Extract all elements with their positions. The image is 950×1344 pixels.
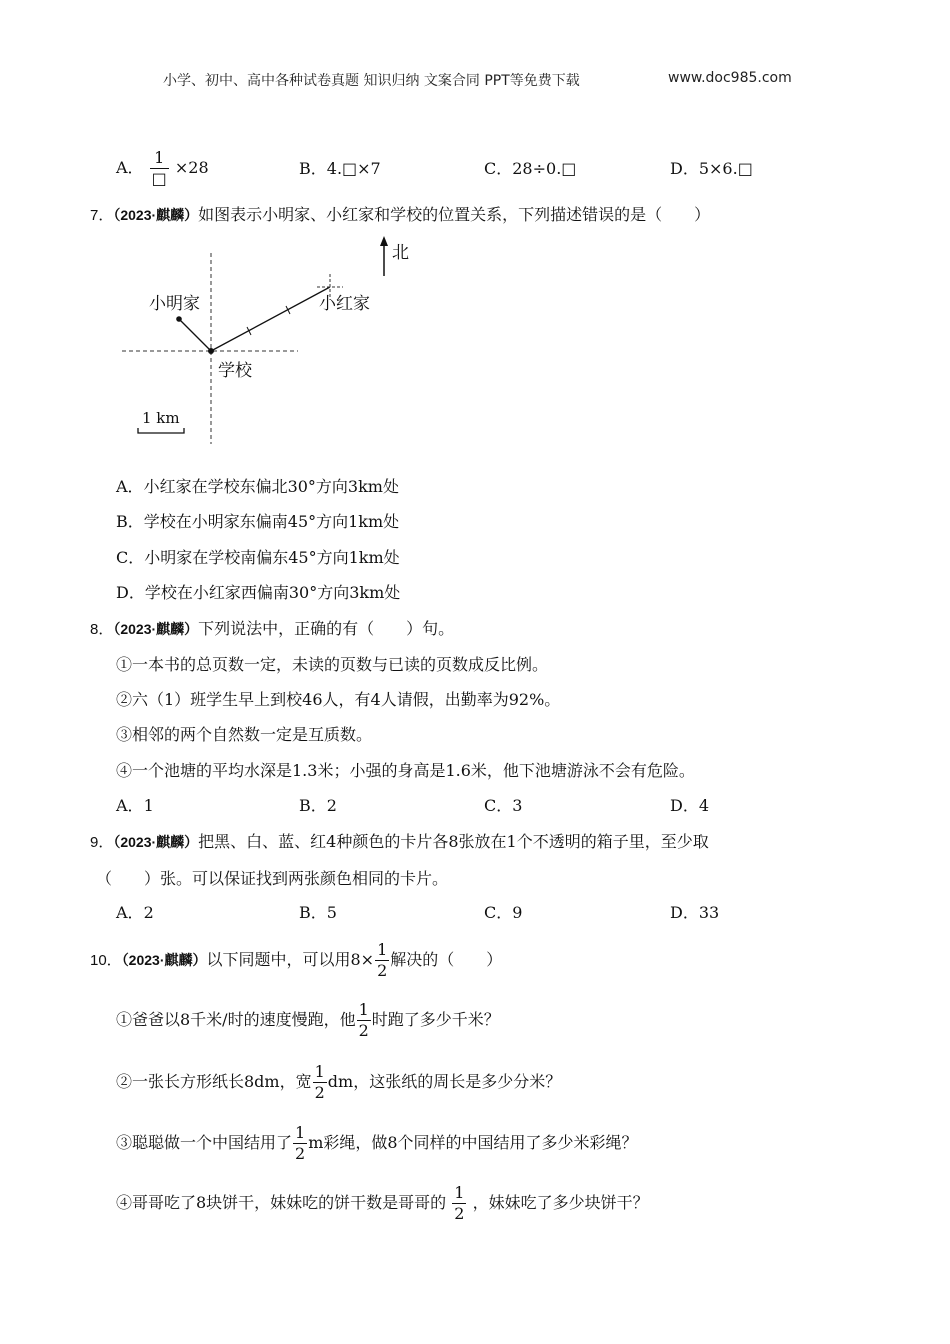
question-number: 9． xyxy=(90,834,114,851)
fraction-numerator: 1 xyxy=(377,940,388,959)
fraction-numerator: 1 xyxy=(150,150,169,169)
option-letter: C． xyxy=(484,903,513,922)
question-text: 把黑、白、蓝、红4种颜色的卡片各8张放在1个不透明的箱子里，至少取 xyxy=(198,832,709,851)
item-text-end: ，妹妹吃了多少块饼干？ xyxy=(472,1193,649,1212)
option-text: 9 xyxy=(512,903,523,922)
option-text: 学校在小明家东偏南45°方向1km处 xyxy=(143,512,400,531)
option-text: 33 xyxy=(698,903,720,922)
q10-item-4 xyxy=(116,1185,649,1222)
north-arrow-icon xyxy=(380,236,388,246)
option-text: 4.□×7 xyxy=(326,159,381,178)
q8-statement-4: ④一个池塘的平均水深是1.3米；小强的身高是1.6米，他下池塘游泳不会有危险。 xyxy=(116,761,695,780)
item-text: ①爸爸以8千米/时的速度慢跑，他 xyxy=(116,1010,356,1029)
fraction-numerator: 1 xyxy=(358,1000,369,1019)
option-text: ×28 xyxy=(174,158,209,177)
item-text: ④哥哥吃了8块饼干，妹妹吃的饼干数是哥哥的 xyxy=(116,1193,447,1212)
question-number: 7． xyxy=(90,207,114,224)
option-letter: D． xyxy=(116,583,145,602)
xiaoming-label: 小明家 xyxy=(149,294,200,314)
header-left: 小学、初中、高中各种试卷真题 知识归纳 文案合同 PPT等免费下载 xyxy=(163,73,580,89)
fraction-numerator: 1 xyxy=(295,1123,306,1142)
school-label: 学校 xyxy=(218,361,252,381)
option-letter: C． xyxy=(484,159,513,178)
q9-option-c xyxy=(484,903,522,923)
q8-option-c xyxy=(484,796,522,816)
fraction xyxy=(452,1185,466,1222)
fraction-denominator: 2 xyxy=(358,1021,369,1040)
question-source: （2023·麒麟） xyxy=(113,834,199,850)
q9-stem-line-1 xyxy=(90,832,709,853)
q8-statement-3: ③相邻的两个自然数一定是互质数。 xyxy=(116,725,373,744)
fraction xyxy=(375,942,389,979)
option-letter: B． xyxy=(299,796,327,815)
fraction xyxy=(357,1002,371,1039)
q8-statement-2: ②六（1）班学生早上到校46人，有4人请假，出勤率为92%。 xyxy=(116,690,561,709)
option-letter: A． xyxy=(116,477,144,496)
q10-item-3 xyxy=(116,1125,638,1162)
fraction-denominator: 2 xyxy=(314,1083,325,1102)
item-text-end: dm，这张纸的周长是多少分米？ xyxy=(327,1072,562,1091)
option-letter: B． xyxy=(299,159,327,178)
item-text-end: m彩绳，做8个同样的中国结用了多少米彩绳？ xyxy=(308,1133,638,1152)
school-to-xiaohong-line xyxy=(211,287,330,351)
q10-item-2 xyxy=(116,1064,561,1101)
option-letter: D． xyxy=(670,796,699,815)
location-diagram xyxy=(0,0,950,460)
q9-option-a xyxy=(116,903,154,923)
option-letter: D． xyxy=(670,903,699,922)
item-text: ③聪聪做一个中国结用了 xyxy=(116,1133,293,1152)
option-text: 5×6.□ xyxy=(698,159,753,178)
q7-option-c xyxy=(116,548,400,568)
school-to-xiaoming-line xyxy=(179,319,211,351)
question-text-end: 解决的（ ） xyxy=(390,950,503,969)
question-number: 10． xyxy=(90,952,122,969)
q7-option-a xyxy=(116,477,399,497)
q10-item-1 xyxy=(116,1002,500,1039)
q8-option-b xyxy=(299,796,337,816)
header-right: www.doc985.com xyxy=(668,70,792,86)
option-letter: D． xyxy=(670,159,699,178)
fraction-denominator: 2 xyxy=(377,961,388,980)
option-letter: C． xyxy=(116,548,145,567)
option-text: 4 xyxy=(698,796,710,815)
option-text: 小红家在学校东偏北30°方向3km处 xyxy=(143,477,399,496)
q9-option-d xyxy=(670,903,719,923)
xiaoming-point xyxy=(176,316,182,322)
xiaohong-label: 小红家 xyxy=(319,294,370,314)
q7-option-d xyxy=(116,583,400,603)
option-text: 1 xyxy=(143,796,154,815)
scale-label: 1 km xyxy=(142,409,180,427)
question-source: （2023·麒麟） xyxy=(113,621,199,637)
scale-bar xyxy=(138,428,184,433)
fraction xyxy=(293,1125,307,1162)
north-label: 北 xyxy=(392,243,409,263)
fraction xyxy=(313,1064,327,1101)
option-text: 2 xyxy=(143,903,154,922)
q8-stem xyxy=(90,619,454,640)
option-letter: A． xyxy=(116,796,144,815)
option-text: 3 xyxy=(512,796,523,815)
option-letter: B． xyxy=(116,512,144,531)
item-text-end: 时跑了多少千米？ xyxy=(371,1010,500,1029)
q8-option-d xyxy=(670,796,709,816)
question-text: 如图表示小明家、小红家和学校的位置关系，下列描述错误的是（ ） xyxy=(198,205,711,224)
option-text: 5 xyxy=(326,903,337,922)
option-text: 28÷0.□ xyxy=(512,159,577,178)
fraction-denominator: □ xyxy=(151,169,167,188)
question-source: （2023·麒麟） xyxy=(113,207,199,223)
option-letter: C． xyxy=(484,796,513,815)
item-text: ②一张长方形纸长8dm，宽 xyxy=(116,1072,312,1091)
fraction-denominator: 2 xyxy=(295,1144,306,1163)
q8-statement-1: ①一本书的总页数一定，未读的页数与已读的页数成反比例。 xyxy=(116,655,549,674)
q7-option-b xyxy=(116,512,399,532)
q10-stem xyxy=(90,942,502,979)
option-text: 小明家在学校南偏东45°方向1km处 xyxy=(144,548,400,567)
fraction-denominator: 2 xyxy=(454,1204,465,1223)
option-text: 学校在小红家西偏南30°方向3km处 xyxy=(144,583,401,602)
question-text: 以下同题中，可以用8× xyxy=(206,950,375,969)
option-letter: A． xyxy=(116,158,144,177)
option-letter: A． xyxy=(116,903,144,922)
q9-stem-line-2: （ ）张。可以保证找到两张颜色相同的卡片。 xyxy=(96,869,449,888)
question-source: （2023·麒麟） xyxy=(121,952,207,968)
q9-option-b xyxy=(299,903,337,923)
fraction-numerator: 1 xyxy=(314,1062,325,1081)
option-letter: B． xyxy=(299,903,327,922)
question-number: 8． xyxy=(90,621,114,638)
question-text: 下列说法中，正确的有（ ）句。 xyxy=(198,619,455,638)
fraction-numerator: 1 xyxy=(454,1183,465,1202)
q8-option-a xyxy=(116,796,154,816)
option-text: 2 xyxy=(326,796,337,815)
